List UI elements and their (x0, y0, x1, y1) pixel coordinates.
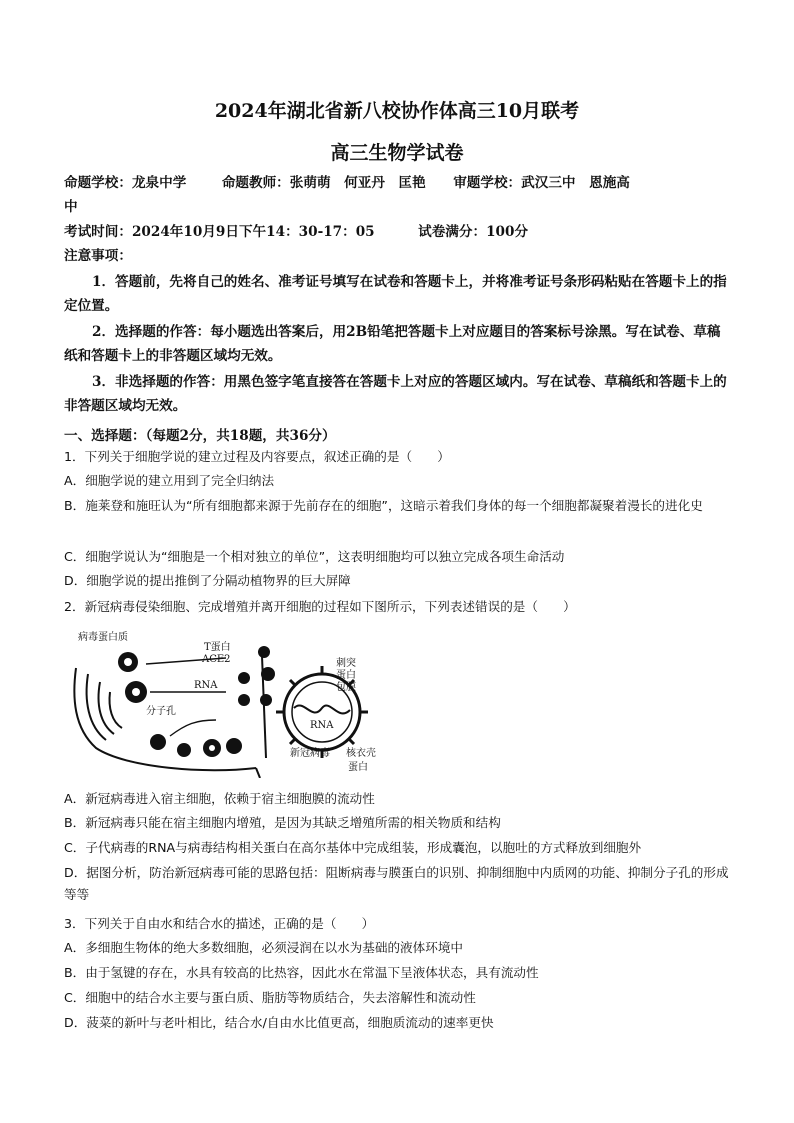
label-sars-cov-2: 新冠病毒 (290, 748, 330, 759)
q3-option-b: B．由于氢键的存在，水具有较高的比热容，因此水在常温下呈液体状态，具有流动性 (64, 965, 539, 980)
label-envelope: 包膜 (336, 682, 356, 693)
q3-option-a: A．多细胞生物体的绝大多数细胞，必须浸润在以水为基础的液体环境中 (64, 940, 464, 955)
label-t-protein: T蛋白 (204, 642, 231, 653)
label-viral-protein: 病毒蛋白质 (78, 632, 128, 643)
q2-option-a: A．新冠病毒进入宿主细胞，依赖于宿主细胞膜的流动性 (64, 791, 375, 806)
q3-option-d: D．菠菜的新叶与老叶相比，结合水/自由水比值更高，细胞质流动的速率更快 (64, 1015, 494, 1030)
label-rna-1: RNA (194, 680, 218, 691)
review-school: 审题学校：武汉三中 恩施高 (453, 175, 630, 191)
q3-option-c: C．细胞中的结合水主要与蛋白质、脂肪等物质结合，失去溶解性和流动性 (64, 990, 476, 1005)
q2-stem: 2．新冠病毒侵染细胞、完成增殖并离开细胞的过程如下图所示，下列表述错误的是（ ） (64, 599, 576, 614)
notice-item-2: 2．选择题的作答：每小题选出答案后，用2B铅笔把答题卡上对应题目的答案标号涂黑。写在试卷、草稿纸和答题卡上的非答题区域均无效。 (64, 324, 721, 364)
notice-item-3: 3．非选择题的作答：用黑色签字笔直接答在答题卡上对应的答题区域内。写在试卷、草稿纸和答题卡上的非答题区域均无效。 (64, 374, 727, 414)
label-ace2: ACE2 (202, 654, 231, 665)
exam-time: 考试时间：2024年10月9日下午14：30-17：05 (64, 224, 375, 240)
q2-option-c: C．子代病毒的RNA与病毒结构相关蛋白在高尔基体中完成组装，形成囊泡，以胞吐的方式释放到细胞外 (64, 840, 642, 855)
exam-info-line-1-wrap: 中 (64, 199, 78, 215)
notice-item-1: 1．答题前，先将自己的姓名、准考证号填写在试卷和答题卡上，并将准考证号条形码粘贴在答题卡上的指定位置。 (64, 274, 727, 314)
q1-option-d: D．细胞学说的提出推倒了分隔动植物界的巨大屏障 (64, 573, 351, 588)
exam-info-line-2 (64, 220, 734, 244)
q2-option-b: B．新冠病毒只能在宿主细胞内增殖，是因为其缺乏增殖所需的相关物质和结构 (64, 815, 501, 830)
q1-stem: 1．下列关于细胞学说的建立过程及内容要点，叙述正确的是（ ） (64, 449, 450, 464)
label-nucleocapsid-1: 核衣壳 (346, 748, 376, 759)
label-nucleocapsid-2: 蛋白 (348, 762, 368, 773)
notice-heading: 注意事项： (64, 248, 132, 264)
label-rna-2: RNA (310, 720, 334, 731)
section-heading: 一、选择题：（每题2分，共18题，共36分） (64, 428, 336, 444)
exam-title: 2024年湖北省新八校协作体高三10月联考 (214, 100, 580, 122)
q1-option-c: C．细胞学说认为“细胞是一个相对独立的单位”，这表明细胞均可以独立完成各项生命活动 (64, 549, 565, 564)
q1-option-a: A．细胞学说的建立用到了完全归纳法 (64, 473, 275, 488)
q1-option-b: B．施莱登和施旺认为“所有细胞都来源于先前存在的细胞”，这暗示着我们身体的每一个细胞都凝聚着漫长的进化史 (64, 498, 703, 513)
full-score: 试卷满分：100分 (418, 224, 529, 240)
q3-stem: 3．下列关于自由水和结合水的描述，正确的是（ ） (64, 916, 375, 931)
q2-option-d: D．据图分析，防治新冠病毒可能的思路包括：阻断病毒与膜蛋白的识别、抑制细胞中内质网的功能、抑制分子孔的形成等等 (64, 865, 729, 902)
label-spike-1: 刺突 (336, 658, 356, 669)
setter-school: 命题学校：龙泉中学 (64, 175, 187, 191)
exam-subtitle: 高三生物学试卷 (330, 142, 464, 164)
label-molecular-pore: 分子孔 (146, 706, 176, 717)
setter-teachers: 命题教师：张萌萌 何亚丹 匡艳 (221, 175, 426, 191)
label-spike-2: 蛋白 (336, 670, 356, 681)
virus-infection-diagram (66, 628, 392, 778)
exam-info-line-1 (64, 171, 734, 195)
